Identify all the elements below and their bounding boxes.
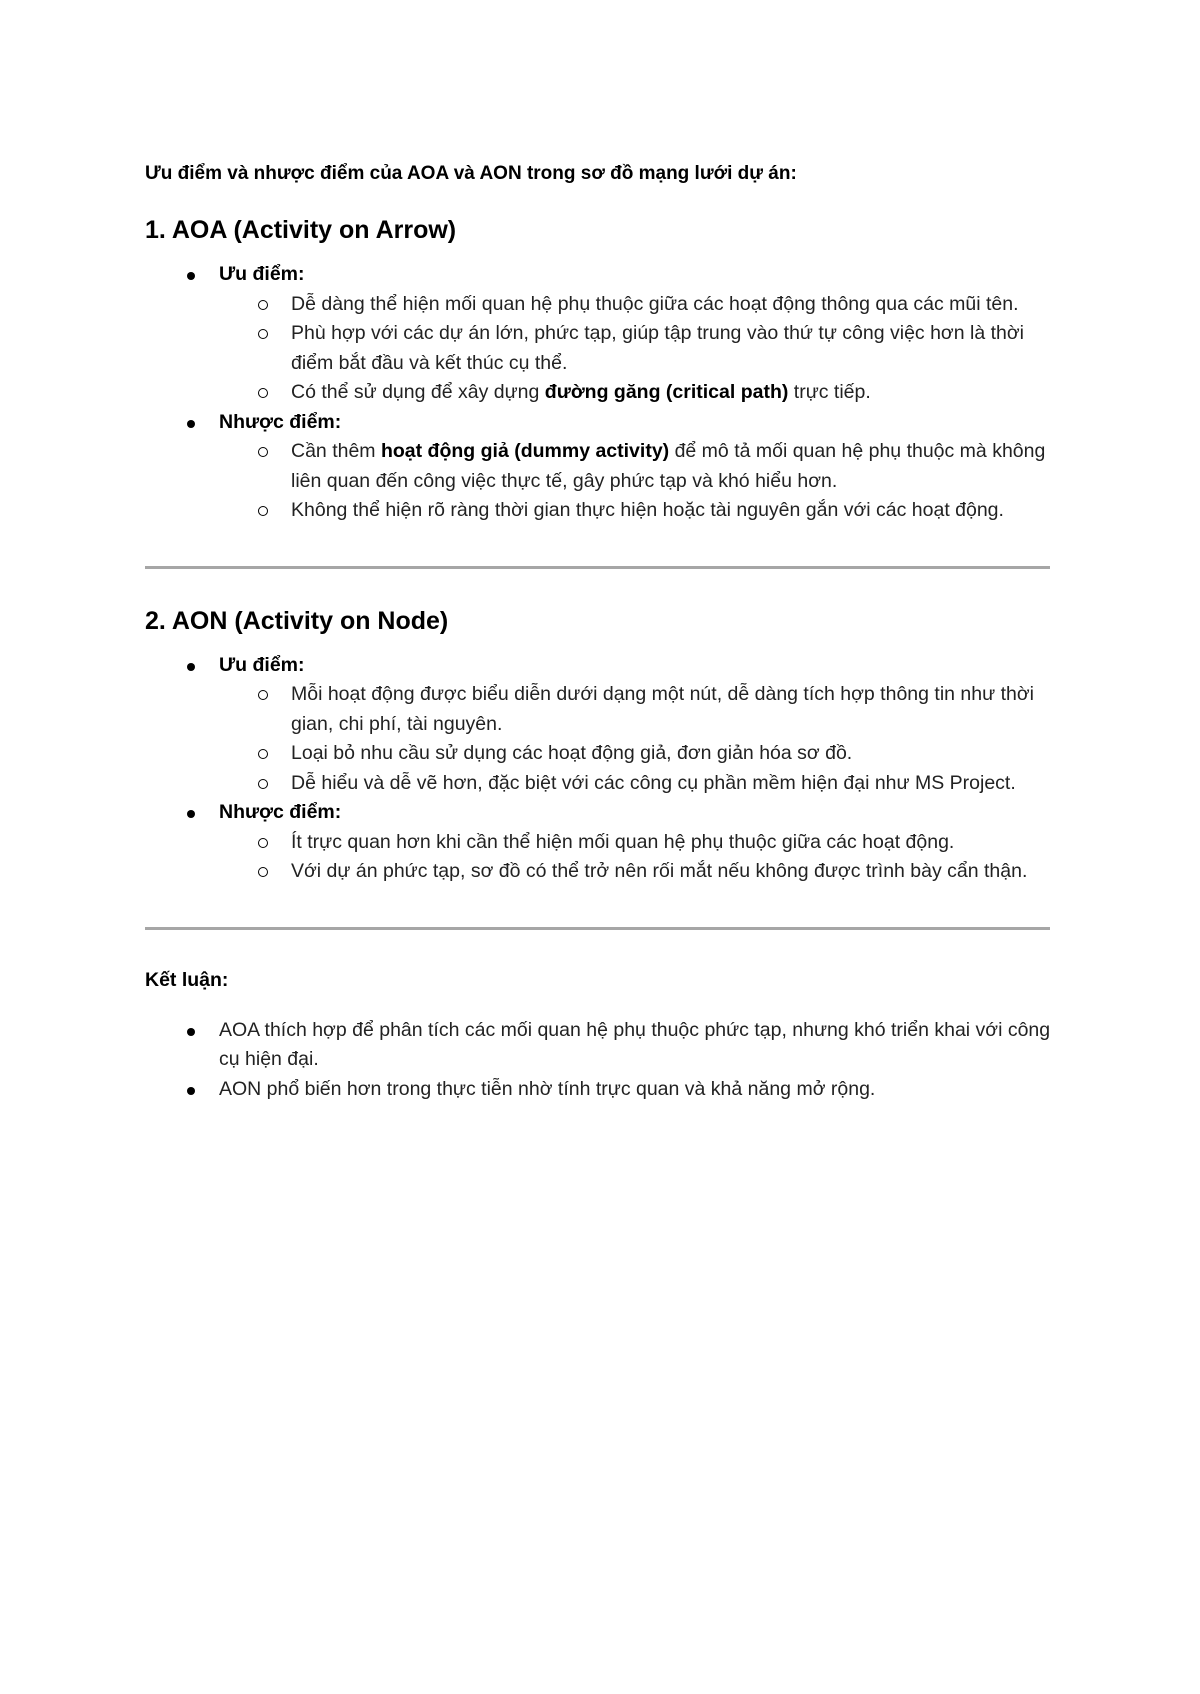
list-item (218, 828, 1065, 858)
circle-bullet-icon (258, 779, 268, 789)
item-text: Dễ dàng thể hiện mối quan hệ phụ thuộc giữa các hoạt động thông qua các mũi tên. (291, 292, 1019, 315)
aon-disadvantages-item (145, 798, 1065, 887)
aoa-disadvantages-item (145, 408, 1065, 526)
item-text: Mỗi hoạt động được biểu diễn dưới dạng một nút, dễ dàng tích hợp thông tin như thời gian, chi phí, tài nguyên. (291, 683, 1034, 735)
aon-disadvantages-list (219, 828, 1065, 887)
aoa-list (145, 260, 1065, 526)
conclusion-item-text: AON phổ biến hơn trong thực tiễn nhờ tính trực quan và khả năng mở rộng. (219, 1077, 876, 1100)
aon-advantages-list (219, 680, 1065, 798)
item-text: Phù hợp với các dự án lớn, phức tạp, giúp tập trung vào thứ tự công việc hơn là thời điểm bắt đầu và kết thúc cụ thể. (291, 322, 1024, 374)
list-item (218, 290, 1065, 320)
aoa-advantages-item (145, 260, 1065, 408)
list-item (218, 857, 1065, 887)
item-text: Có thể sử dụng để xây dựng (291, 381, 545, 403)
circle-bullet-icon (258, 447, 268, 457)
item-bold-text: đường găng (critical path) (544, 381, 789, 403)
aoa-advantages-list (219, 290, 1065, 408)
item-text: Dễ hiểu và dễ vẽ hơn, đặc biệt với các công cụ phần mềm hiện đại như MS Project. (291, 771, 1016, 794)
conclusion-item-text: AOA thích hợp để phân tích các mối quan hệ phụ thuộc phức tạp, nhưng khó triển khai với công cụ hiện đại. (219, 1018, 1051, 1070)
item-text-after: để mô tả mối quan hệ phụ thuộc mà không liên quan đến công việc thực tế, gây phức tạp và khó hiểu hơn. (291, 440, 1046, 492)
section-divider (145, 927, 1050, 930)
item-text: Với dự án phức tạp, sơ đồ có thể trở nên rối mắt nếu không được trình bày cẩn thận. (291, 860, 1028, 882)
section-divider (145, 566, 1050, 569)
bullet-icon (187, 663, 195, 671)
list-item (145, 1016, 1065, 1075)
list-item (218, 378, 1065, 408)
section-heading-aon: 2. AON (Activity on Node) (145, 606, 449, 635)
bullet-icon (187, 272, 195, 280)
aoa-disadvantages-list (219, 437, 1065, 526)
aon-advantages-item (145, 651, 1065, 799)
list-item (218, 437, 1065, 496)
list-item (218, 769, 1065, 799)
circle-bullet-icon (258, 388, 268, 398)
bullet-icon (187, 810, 195, 818)
item-text-after: trực tiếp. (788, 381, 871, 403)
bullet-icon (187, 1087, 195, 1095)
aon-list (145, 651, 1065, 887)
list-item (218, 680, 1065, 739)
conclusion-title: Kết luận: (145, 968, 229, 991)
bullet-icon (187, 1028, 195, 1036)
circle-bullet-icon (258, 749, 268, 759)
item-text: Loại bỏ nhu cầu sử dụng các hoạt động giả, đơn giản hóa sơ đồ. (291, 742, 853, 764)
item-text: Không thể hiện rõ ràng thời gian thực hiện hoặc tài nguyên gắn với các hoạt động. (291, 499, 1004, 521)
list-item (218, 739, 1065, 769)
circle-bullet-icon (258, 300, 268, 310)
item-text: Ít trực quan hơn khi cần thể hiện mối quan hệ phụ thuộc giữa các hoạt động. (291, 830, 955, 853)
conclusion-list (145, 1016, 1065, 1105)
circle-bullet-icon (258, 506, 268, 516)
list-item (145, 1075, 1065, 1105)
item-bold-text: hoạt động giả (dummy activity) (380, 440, 670, 462)
bullet-icon (187, 420, 195, 428)
aon-advantages-label: Ưu điểm: (219, 653, 305, 676)
section-heading-aoa: 1. AOA (Activity on Arrow) (145, 216, 457, 244)
circle-bullet-icon (258, 329, 268, 339)
aoa-advantages-label: Ưu điểm: (219, 263, 305, 285)
item-text: Cần thêm (291, 440, 381, 462)
document-title: Ưu điểm và nhược điểm của AOA và AON trong sơ đồ mạng lưới dự án: (145, 163, 797, 184)
document-page (145, 160, 1065, 1104)
circle-bullet-icon (258, 838, 268, 848)
aoa-disadvantages-label: Nhược điểm: (219, 410, 342, 433)
circle-bullet-icon (258, 690, 268, 700)
list-item (218, 319, 1065, 378)
list-item (218, 496, 1065, 526)
aon-disadvantages-label: Nhược điểm: (219, 801, 342, 823)
circle-bullet-icon (258, 867, 268, 877)
